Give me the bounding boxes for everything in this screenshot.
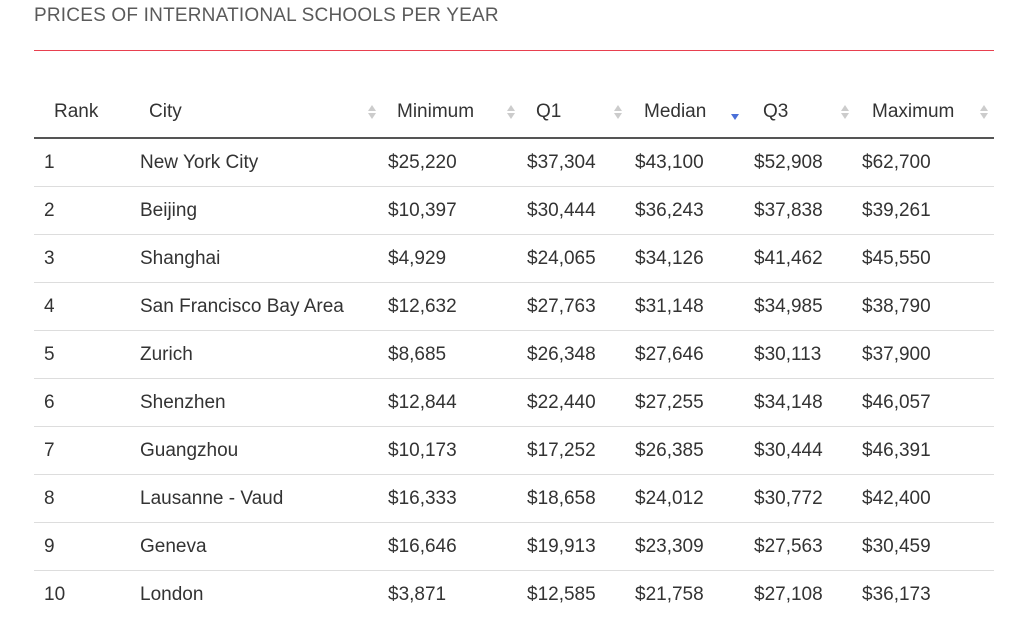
cell-city: Geneva [129, 523, 379, 571]
sort-icon[interactable] [507, 105, 515, 119]
cell-q3: $27,108 [743, 571, 852, 618]
cell-median: $26,385 [625, 427, 743, 475]
cell-maximum: $46,391 [852, 427, 994, 475]
cell-q3: $41,462 [743, 235, 852, 283]
cell-minimum: $16,646 [379, 523, 518, 571]
cell-city: Guangzhou [129, 427, 379, 475]
cell-rank: 4 [34, 283, 129, 331]
cell-median: $31,148 [625, 283, 743, 331]
table-row [34, 331, 994, 379]
cell-maximum: $38,790 [852, 283, 994, 331]
cell-q3: $30,113 [743, 331, 852, 379]
cell-city: Shenzhen [129, 379, 379, 427]
cell-maximum: $39,261 [852, 187, 994, 235]
cell-maximum: $45,550 [852, 235, 994, 283]
cell-rank: 7 [34, 427, 129, 475]
cell-maximum: $36,173 [852, 571, 994, 618]
school-prices-table [34, 87, 994, 618]
column-header-label: Maximum [872, 101, 954, 122]
cell-q3: $34,985 [743, 283, 852, 331]
cell-q3: $30,772 [743, 475, 852, 523]
column-header-label: City [149, 101, 182, 122]
cell-maximum: $30,459 [852, 523, 994, 571]
cell-city: San Francisco Bay Area [129, 283, 379, 331]
table-row [34, 187, 994, 235]
cell-rank: 2 [34, 187, 129, 235]
table-row [34, 283, 994, 331]
column-header-label: Rank [54, 101, 98, 122]
cell-q1: $12,585 [518, 571, 625, 618]
table-row [34, 427, 994, 475]
cell-median: $43,100 [625, 138, 743, 187]
cell-minimum: $8,685 [379, 331, 518, 379]
cell-q1: $26,348 [518, 331, 625, 379]
cell-q1: $22,440 [518, 379, 625, 427]
cell-rank: 3 [34, 235, 129, 283]
cell-q1: $27,763 [518, 283, 625, 331]
cell-median: $24,012 [625, 475, 743, 523]
cell-minimum: $3,871 [379, 571, 518, 618]
cell-maximum: $46,057 [852, 379, 994, 427]
cell-median: $21,758 [625, 571, 743, 618]
cell-q1: $37,304 [518, 138, 625, 187]
cell-minimum: $4,929 [379, 235, 518, 283]
column-header-q3[interactable] [743, 87, 852, 138]
table-row [34, 379, 994, 427]
table-header-row [34, 87, 994, 138]
cell-city: London [129, 571, 379, 618]
cell-maximum: $62,700 [852, 138, 994, 187]
cell-q3: $52,908 [743, 138, 852, 187]
cell-city: New York City [129, 138, 379, 187]
cell-rank: 10 [34, 571, 129, 618]
sort-icon[interactable] [614, 105, 622, 119]
cell-q3: $27,563 [743, 523, 852, 571]
column-header-label: Median [644, 101, 706, 122]
column-header-minimum[interactable] [379, 87, 518, 138]
cell-q3: $30,444 [743, 427, 852, 475]
cell-rank: 9 [34, 523, 129, 571]
cell-q3: $34,148 [743, 379, 852, 427]
cell-rank: 1 [34, 138, 129, 187]
cell-maximum: $42,400 [852, 475, 994, 523]
cell-median: $27,255 [625, 379, 743, 427]
column-header-label: Q1 [536, 101, 561, 122]
cell-rank: 8 [34, 475, 129, 523]
cell-q3: $37,838 [743, 187, 852, 235]
cell-minimum: $12,844 [379, 379, 518, 427]
cell-q1: $18,658 [518, 475, 625, 523]
table-row [34, 138, 994, 187]
cell-minimum: $16,333 [379, 475, 518, 523]
cell-q1: $24,065 [518, 235, 625, 283]
cell-city: Shanghai [129, 235, 379, 283]
sort-icon[interactable] [368, 105, 376, 119]
cell-maximum: $37,900 [852, 331, 994, 379]
cell-q1: $30,444 [518, 187, 625, 235]
column-header-maximum[interactable] [852, 87, 994, 138]
cell-median: $34,126 [625, 235, 743, 283]
column-header-rank [34, 87, 129, 138]
cell-rank: 5 [34, 331, 129, 379]
cell-q1: $17,252 [518, 427, 625, 475]
cell-minimum: $10,397 [379, 187, 518, 235]
table-row [34, 235, 994, 283]
column-header-label: Q3 [763, 101, 788, 122]
cell-median: $27,646 [625, 331, 743, 379]
sort-descending-icon[interactable] [731, 109, 739, 123]
title-divider [34, 50, 994, 51]
cell-q1: $19,913 [518, 523, 625, 571]
page-title: PRICES OF INTERNATIONAL SCHOOLS PER YEAR [34, 5, 499, 27]
column-header-q1[interactable] [518, 87, 625, 138]
table-row [34, 571, 994, 618]
cell-city: Zurich [129, 331, 379, 379]
cell-median: $23,309 [625, 523, 743, 571]
table-body [34, 138, 994, 618]
cell-minimum: $25,220 [379, 138, 518, 187]
sort-icon[interactable] [980, 105, 988, 119]
sort-icon[interactable] [841, 105, 849, 119]
column-header-label: Minimum [397, 101, 474, 122]
column-header-median[interactable] [625, 87, 743, 138]
cell-rank: 6 [34, 379, 129, 427]
cell-median: $36,243 [625, 187, 743, 235]
table-row [34, 523, 994, 571]
table-row [34, 475, 994, 523]
cell-minimum: $12,632 [379, 283, 518, 331]
cell-city: Lausanne - Vaud [129, 475, 379, 523]
cell-minimum: $10,173 [379, 427, 518, 475]
column-header-city[interactable] [129, 87, 379, 138]
cell-city: Beijing [129, 187, 379, 235]
